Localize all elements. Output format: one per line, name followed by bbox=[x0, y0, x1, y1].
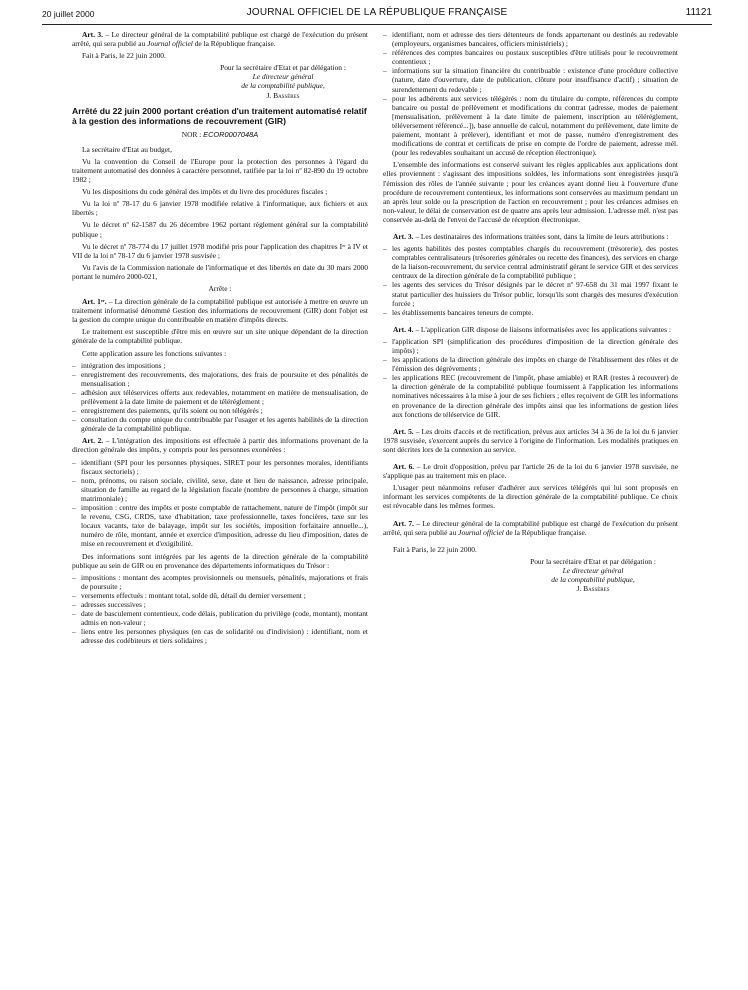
paragraph: Des informations sont intégrées par les agents de la direction générale de la comptabilité publique au sein de GIR ou en provenance des départements informatiques du Trésor : bbox=[72, 551, 368, 570]
page-header bbox=[42, 7, 712, 21]
list-item: – pour les adhérents aux services télégérés : nom du titulaire du compte, références du compte bancaire ou postal de prélèvement et modifications du contrat (adresse, modes de paiement [mensualisation, prélèvement à la date limite de paiement, inscription au téléréglement, téléversement référencé...]), base annuelle de calcul, notamment du prélèvement, date limite de paiement, montant à prélever), identifiant et mot de passe, numéro d'enregistrement des modifications de contrat et certificats de prise en compte de l'ordre de paiement, adresse mél. (pour les redevables souhaitant un accusé de réception électronique). bbox=[383, 94, 678, 158]
header-rule bbox=[42, 24, 712, 25]
list-item: – date de basculement contentieux, code délais, publication du privilège (code, montant), montant admis en non-valeur ; bbox=[72, 609, 368, 627]
article-3-paragraph: Art. 3. – Les destinataires des informations traitées sont, dans la limite de leurs attributions : bbox=[393, 231, 669, 241]
list-item: – l'application SPI (simplification des procédures d'imposition de la direction générale des impôts) ; bbox=[383, 337, 678, 355]
article-4-paragraph: Art. 4. – L'application GIR dispose de liaisons informatisées avec les applications suivantes : bbox=[393, 324, 671, 334]
paragraph: Cette application assure les fonctions suivantes : bbox=[82, 348, 227, 358]
nor-reference: NOR : ECOR0007048A bbox=[181, 129, 259, 139]
article-3-list bbox=[383, 244, 678, 317]
paragraph: L'usager peut néanmoins refuser d'adhérer aux services télégérés qui lui sont proposés en informant les services compétents de la direction générale de la comptabilité publique. Ce choix est révocable dans les mêmes formes. bbox=[383, 483, 678, 511]
list-item: – adhésion aux téléservices offerts aux redevables, notamment en matière de mensualisation, de prélèvement à la date limite de paiement et de téléréglement ; bbox=[72, 388, 368, 406]
vu-clause: Vu la loi nº 78-17 du 6 janvier 1978 modifiée relative à l'informatique, aux fichiers et aux libertés ; bbox=[72, 199, 368, 218]
signature-block: Pour la secrétaire d'Etat et par délégation : Le directeur général de la comptabilité publique, J. Bassères bbox=[72, 63, 368, 99]
list-item: – adresses successives ; bbox=[72, 600, 368, 609]
list-item: – nom, prénoms, ou raison sociale, civilité, sexe, date et lieu de naissance, adresse principale, situation de famille au regard de la législation fiscale (nombre de personnes à charge, situation matrimoniale) ; bbox=[72, 476, 368, 503]
list-item: – références des comptes bancaires ou postaux susceptibles d'être utilisés pour le recouvrement contentieux ; bbox=[383, 48, 678, 66]
list-item: – les agents des services du Trésor désignés par le décret nº 97-658 du 31 mai 1997 fixant le statut particulier des huissiers du Trésor public, lorsqu'ils sont chargés des mesures d'exécution forcée ; bbox=[383, 280, 678, 307]
list-item: – consultation du compte unique du contribuable par l'usager et les agents habilités de la direction générale de la comptabilité publique. bbox=[72, 415, 368, 433]
done-at: Fait à Paris, le 22 juin 2000. bbox=[393, 544, 477, 554]
vu-clause: Vu le décret nº 62-1587 du 26 décembre 1962 portant règlement général sur la comptabilité publique ; bbox=[72, 220, 368, 239]
header-title: JOURNAL OFFICIEL DE LA RÉPUBLIQUE FRANÇAISE bbox=[246, 7, 508, 18]
decree-title: Arrêté du 22 juin 2000 portant création d'un traitement automatisé relatif à la gestion des informations de recouvrement (GIR) bbox=[72, 105, 367, 126]
list-item: – les agents habilités des postes comptables chargés du recouvrement (trésorerie), des postes comptables centralisateurs (trésoreries générales ou recette des finances), des services en charge de la liaison-recouvrement, du service central administratif gérant le service GIR et des services centraux de la direction générale de la comptabilité publique ; bbox=[383, 244, 678, 280]
list-item: – impositions : montant des acomptes provisionnels ou mensuels, pénalités, majorations et frais de poursuite ; bbox=[72, 573, 368, 591]
vu-clause: Vu le décret nº 78-774 du 17 juillet 1978 modifié pris pour l'application des chapitres Iᵉʳ à IV et VII de la loi nº 78-17 du 6 janvier 1978 susvisée ; bbox=[72, 241, 368, 260]
intro-line: La secrétaire d'Etat au budget, bbox=[82, 144, 172, 154]
signature-block: Pour la secrétaire d'Etat et par délégation : Le directeur général de la comptabilité publique, J. Bassères bbox=[383, 557, 678, 593]
vu-clause: Vu les dispositions du code général des impôts et du livre des procédures fiscales ; bbox=[82, 187, 328, 197]
article-2-paragraph: Art. 2. – L'intégration des impositions est effectuée à partir des informations provenant de la direction générale des impôts, y compris pour les personnes exonérées : bbox=[72, 436, 368, 455]
functions-list bbox=[72, 361, 368, 434]
vu-clause: Vu la convention du Conseil de l'Europe pour la protection des personnes à l'égard du traitement automatisé des données à caractère personnel, ratifiée par la loi nº 82-890 du 19 octobre 1982 ; bbox=[72, 156, 368, 185]
signatory-name: J. Bassères bbox=[576, 584, 610, 594]
paragraph: L'ensemble des informations est conservé suivant les règles applicables aux applications dont elles proviennent : s'agissant des impositions soldées, les informations sont enregistrées jusqu'à l'émission des rôles de l'année suivante ; pour les créances ayant donné lieu à l'ouverture d'une procédure de recouvrement contentieux, les informations sont conservées au maximum pendant un an après leur solde ou la prescription de l'action en recouvrement ; pour les créances admises en non-valeur, le délai de conservation est de quatre ans après leur admission. L'adresse mél. n'est pas conservée au-delà de l'envoi de l'accusé de réception électronique. bbox=[383, 160, 678, 224]
list-item: – liens entre les personnes physiques (en cas de solidarité ou d'indivision) : identifiant, nom et adresse des codébiteurs et tiers solidaires ; bbox=[72, 627, 368, 645]
header-date: 20 juillet 2000 bbox=[42, 9, 95, 19]
list-item: – imposition : centre des impôts et poste comptable de rattachement, nature de l'impôt (impôt sur le revenu, CSG, CRDS, taxe d'habitation, taxe professionnelle, taxes foncières, taxe sur les locaux vacants, taxe de balayage, impôt sur les sociétés, imposition forfaitaire annuelle...), numéro de rôle, montant, année et exercice d'imposition, adresse du lieu d'imposition, dates de mise en recouvrement et d'exigibilité. bbox=[72, 503, 368, 548]
list-item: – versements effectués : montant total, solde dû, détail du dernier versement ; bbox=[72, 591, 368, 600]
arrete-heading: Arrête : bbox=[208, 283, 232, 293]
article-7-paragraph: Art. 7. – Le directeur général de la comptabilité publique est chargé de l'exécution du présent arrêté, qui sera publié au Journal officiel de la République française. bbox=[383, 518, 678, 537]
vu-clause: Vu l'avis de la Commission nationale de l'informatique et des libertés en date du 30 mars 2000 portant le numéro 2000-021, bbox=[72, 262, 368, 281]
tresor-list bbox=[72, 573, 368, 646]
signatory-name: J. Bassères bbox=[266, 90, 300, 100]
list-item: – identifiant, nom et adresse des tiers détenteurs de fonds appartenant ou destinés au redevable (employeurs, organismes bancaires, officiers ministériels) ; bbox=[383, 30, 678, 48]
list-item: – intégration des impositions ; bbox=[72, 361, 368, 370]
article-6-paragraph: Art. 6. – Le droit d'opposition, prévu par l'article 26 de la loi du 6 janvier 1978 susvisée, ne s'applique pas au traitement mis en place. bbox=[383, 462, 678, 481]
continued-list bbox=[383, 30, 678, 157]
article-2-list bbox=[72, 458, 368, 549]
article-4-list bbox=[383, 337, 678, 419]
article-number: Art. 3. bbox=[82, 30, 103, 39]
left-column bbox=[72, 30, 368, 648]
list-item: – les applications de la direction générale des impôts en charge de l'établissement des rôles et de l'émission des dégrèvements ; bbox=[383, 355, 678, 373]
list-item: – les établissements bancaires teneurs de compte. bbox=[383, 308, 678, 317]
list-item: – les applications REC (recouvrement de l'impôt, phase amiable) et RAR (restes à recouvrer) de la direction générale de la comptabilité publique fournissent à l'application les informations nominatives nécessaires à la mise à jour de ses fichiers ; elles reçoivent de GIR les informations en provenance de la direction générale des impôts ainsi que les informations de gestion liées aux fonctions de téléservice de GIR. bbox=[383, 373, 678, 418]
article-5-paragraph: Art. 5. – Les droits d'accès et de rectification, prévus aux articles 34 à 36 de la loi du 6 janvier 1978 susvisée, s'exercent auprès du service à l'origine de l'information. Les modalités pratiques en sont décrites lors de la connexion au service. bbox=[383, 426, 678, 454]
right-column bbox=[383, 30, 678, 596]
header-page-number: 11121 bbox=[685, 7, 712, 18]
list-item: – informations sur la situation financière du contribuable : existence d'une procédure collective (nature, date d'ouverture, date de publication, clôture pour insuffisance d'actif) ; situation de surendettement du redevable ; bbox=[383, 66, 678, 93]
paragraph: Le traitement est susceptible d'être mis en œuvre sur un site unique dépendant de la direction générale de la comptabilité publique. bbox=[72, 327, 368, 346]
list-item: – enregistrement des paiements, qu'ils soient ou non télégérés ; bbox=[72, 406, 368, 415]
article-1-paragraph: Art. 1ᵉʳ. – La direction générale de la comptabilité publique est autorisée à mettre en œuvre un traitement informatisé dénommé Gestion des informations de recouvrement (GIR) dont l'objet est la gestion du compte unique du contribuable en matière d'impôts directs. bbox=[72, 297, 368, 325]
list-item: – identifiant (SPI pour les personnes physiques, SIRET pour les personnes morales, identifiants fiscaux sectoriels) ; bbox=[72, 458, 368, 476]
done-at: Fait à Paris, le 22 juin 2000. bbox=[82, 51, 166, 61]
list-item: – enregistrement des recouvrements, des majorations, des frais de poursuite et des pénalités de mensualisation ; bbox=[72, 370, 368, 388]
article-3-paragraph: Art. 3. – Le directeur général de la comptabilité publique est chargé de l'exécution du présent arrêté, qui sera publié au Journal officiel de la République française. bbox=[72, 30, 368, 49]
